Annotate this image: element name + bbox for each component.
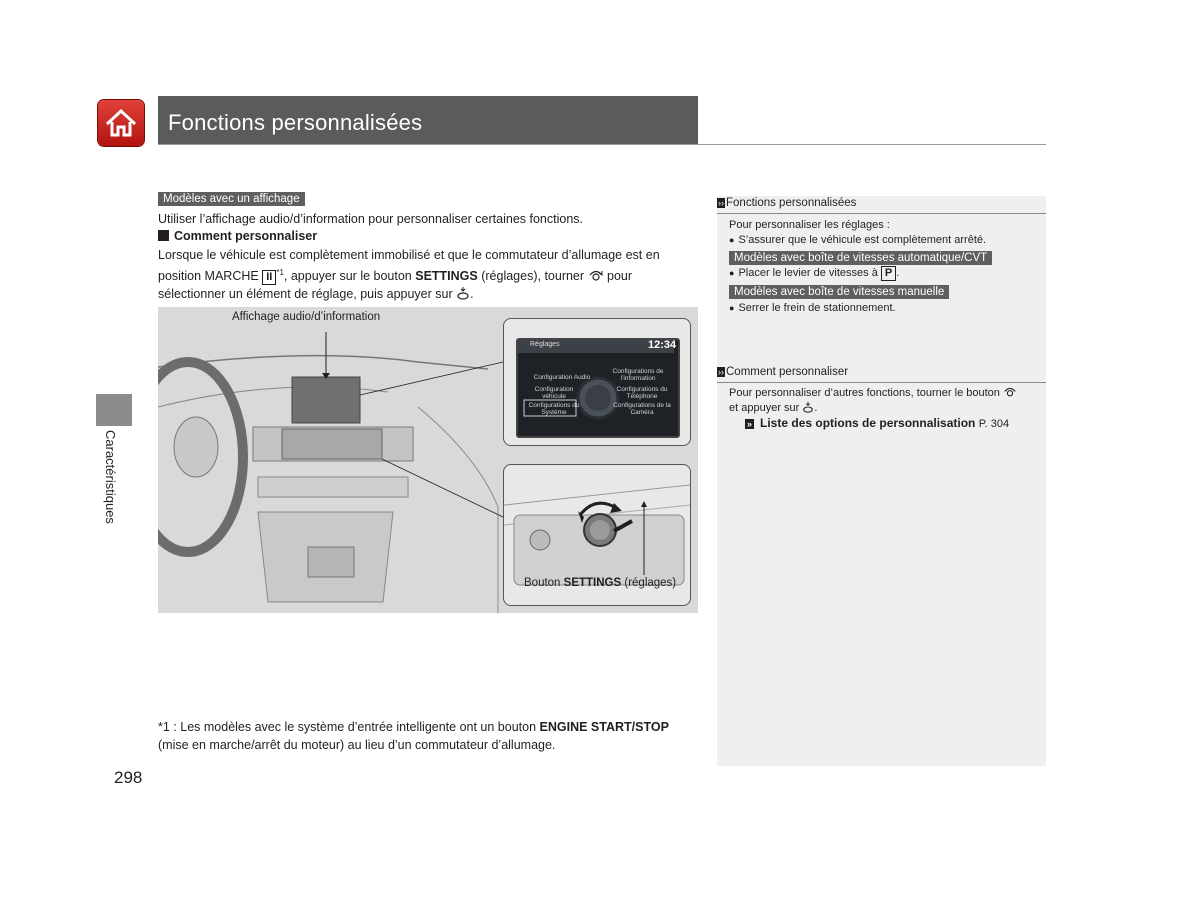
model-tag-automatic: Modèles avec boîte de vitesses automatique/CVT <box>729 251 992 265</box>
sidebar-bullet: ● Placer le levier de vitesses à P . <box>729 267 900 279</box>
sidebar-text: et appuyer sur <box>729 402 803 414</box>
sidebar-bullet-text: S’assurer que le véhicule est complètement arrêté. <box>738 234 987 246</box>
sidebar-bullet <box>729 233 986 248</box>
model-tag-manual: Modèles avec boîte de vitesses manuelle <box>729 285 949 299</box>
screen-title: Réglages <box>530 341 560 348</box>
footnote-text: (mise en marche/arrêt du moteur) au lieu d’un commutateur d’allumage. <box>158 738 556 752</box>
screen-menu-item: Configurations du Téléphone <box>616 386 668 400</box>
sidebar-bullet <box>729 301 896 316</box>
instructions-text: , appuyer sur le bouton <box>283 269 416 284</box>
instructions-paragraph <box>158 246 698 303</box>
sidebar-heading-text: Comment personnaliser <box>726 366 849 378</box>
model-tag: Modèles avec un affichage <box>158 192 305 206</box>
display-callout-label: Affichage audio/d’information <box>232 311 381 323</box>
callout-text: (réglages) <box>621 577 677 589</box>
screen-menu-item: Configurations du Système <box>528 402 580 416</box>
press-knob-icon <box>802 401 814 413</box>
intro-text: Utiliser l’affichage audio/d’information pour personnaliser certaines fonctions. <box>158 212 583 226</box>
settings-label: SETTINGS <box>415 269 478 284</box>
footnote <box>158 718 698 754</box>
home-icon <box>98 100 144 146</box>
page-title: Fonctions personnalisées <box>168 110 423 135</box>
sidebar-bullet-text: Serrer le frein de stationnement. <box>738 302 896 314</box>
sidebar-bullet-text: Placer le levier de vitesses à <box>738 267 881 279</box>
page-reference: P. 304 <box>978 418 1010 430</box>
bullet-icon: ● <box>729 235 735 245</box>
sidebar-heading <box>717 197 856 209</box>
instructions-text: pour sélectionner un élément de réglage, puis appuyer sur <box>158 269 633 302</box>
sidebar-heading <box>717 366 848 378</box>
rotate-knob-icon <box>1003 386 1017 397</box>
footnote-bold-text: ENGINE START/STOP <box>539 720 669 734</box>
footnote-text: Les modèles avec le système d’entrée intelligente ont un bouton <box>180 720 540 734</box>
sidebar-text: . <box>814 402 818 414</box>
sidebar-divider <box>717 382 1046 383</box>
callout-bold-text: SETTINGS <box>563 577 622 589</box>
sidebar-divider <box>717 213 1046 214</box>
screen-menu-item: Configurations de l’information <box>612 368 664 382</box>
double-chevron-icon: ›› <box>718 367 724 377</box>
sidebar-paragraph <box>729 386 1039 416</box>
instructions-text: Lorsque le véhicule est complètement immobilisé et que le commutateur d’allumage est en position MARCHE <box>158 248 660 284</box>
ignition-position-key: II <box>262 270 276 285</box>
press-knob-icon <box>456 286 470 300</box>
screen-clock: 12:34 <box>648 339 677 351</box>
sidebar-text: Pour personnaliser d’autres fonctions, tourner le bouton <box>729 387 1003 399</box>
link-label: Liste des options de personnalisation <box>760 416 976 430</box>
instructions-text: (réglages), tourner <box>477 269 588 284</box>
park-position-key: P <box>881 266 896 281</box>
sidebar-intro: Pour personnaliser les réglages : <box>729 219 890 231</box>
bullet-icon: ● <box>729 268 735 278</box>
sidebar-heading-text: Fonctions personnalisées <box>726 197 857 209</box>
screen-menu-item: Configurations de la Caméra <box>613 402 671 416</box>
double-chevron-icon: ›› <box>718 198 724 208</box>
screen-menu-item: Configuration véhicule <box>534 386 574 400</box>
customization-list-link[interactable] <box>745 416 1009 430</box>
chapter-label: Caractéristiques <box>103 430 118 524</box>
rotate-knob-icon <box>588 269 604 281</box>
screen-menu-item: Configuration Audio <box>533 374 591 381</box>
cross-reference-icon: » <box>747 419 753 429</box>
footnote-marker: *1 : <box>158 720 181 734</box>
footnote-reference: *1 <box>276 268 284 277</box>
settings-screen <box>516 338 680 438</box>
chapter-tab[interactable] <box>96 394 132 426</box>
section-heading <box>158 229 317 243</box>
page-number: 298 <box>114 768 143 787</box>
sidebar-panel <box>717 196 1046 766</box>
instructions-text: . <box>470 287 474 302</box>
bullet-icon: ● <box>729 303 735 313</box>
square-bullet-icon <box>158 230 169 241</box>
callout-text: Bouton <box>524 577 564 589</box>
title-divider <box>158 144 1046 145</box>
home-button[interactable] <box>98 100 144 146</box>
section-heading-text: Comment personnaliser <box>174 229 318 243</box>
settings-button-callout-label <box>524 577 676 589</box>
